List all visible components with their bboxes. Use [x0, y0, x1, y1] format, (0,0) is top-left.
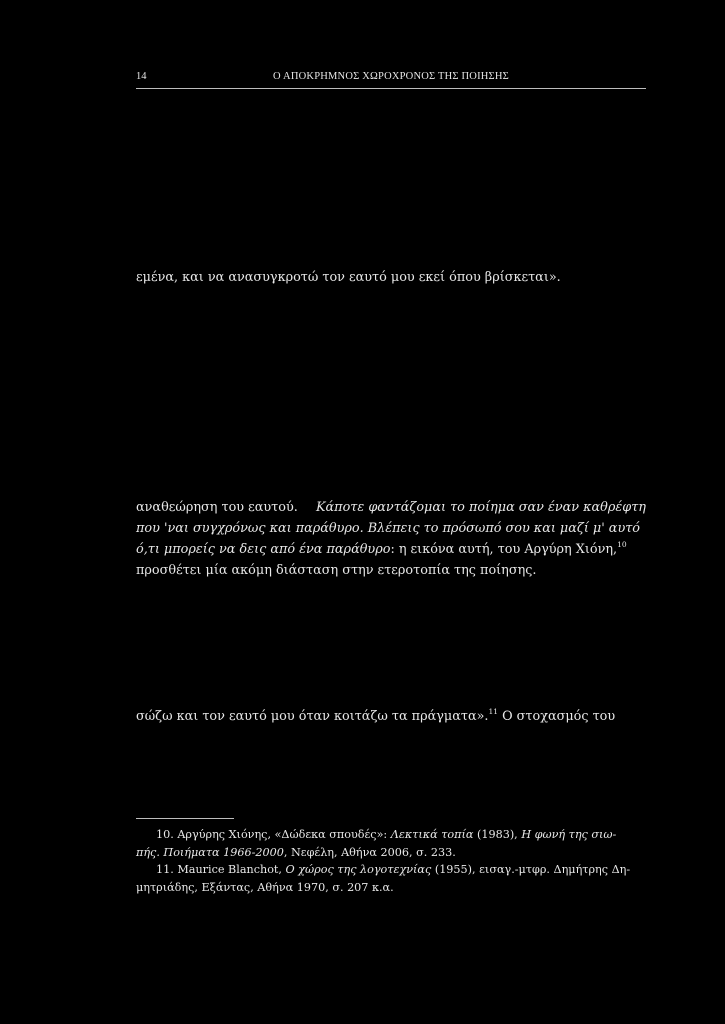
text-line	[136, 477, 646, 498]
text-line	[136, 226, 646, 247]
text-line	[136, 247, 646, 268]
text-line	[136, 790, 646, 811]
text-line	[136, 623, 646, 644]
footnote-11: 11. Maurice Blanchot, Ο χώρος της λογοτεχνίας (1955), εισαγ.-μτφρ. Δημήτρης Δη-	[156, 863, 631, 877]
text-line	[136, 749, 646, 770]
footnote-ref[interactable]: 10	[617, 539, 627, 549]
footnotes	[136, 826, 646, 896]
text-line	[136, 205, 646, 226]
text-line	[136, 728, 646, 749]
footnote-10-cont: πής. Ποιήματα 1966-2000, Νεφέλη, Αθήνα 2006, σ. 233.	[136, 845, 456, 859]
page-header	[136, 64, 646, 89]
page-number: 14	[136, 71, 147, 82]
text-line	[136, 581, 646, 602]
text-line	[136, 686, 646, 707]
poem-quote: Κάποτε φαντάζομαι το ποίημα σαν έναν καθρέφτη	[315, 499, 646, 515]
running-head: Ο ΑΠΟΚΡΗΜΝΟΣ ΧΩΡΟΧΡΟΝΟΣ ΤΗΣ ΠΟΙΗΣΗΣ	[273, 71, 509, 82]
text-line	[136, 770, 646, 791]
text-line: προσθέτει μία ακόμη διάσταση στην ετεροτοπία της ποίησης.	[136, 562, 537, 578]
text-line	[136, 373, 646, 394]
footnote-divider	[136, 818, 234, 819]
text-line	[136, 414, 646, 435]
text-line	[136, 352, 646, 373]
text-line	[136, 331, 646, 352]
body-text	[136, 101, 646, 811]
text-line	[136, 289, 646, 310]
text-line	[136, 519, 646, 540]
text-line	[136, 310, 646, 331]
poem-quote: που 'ναι συγχρόνως και παράθυρο. Βλέπεις το πρόσωπό σου και μαζί μ' αυτό	[136, 520, 641, 536]
footnote-ref[interactable]: 11	[488, 706, 499, 716]
text-line: αναθεώρηση του εαυτού. Κάποτε φαντάζομαι το ποίημα σαν έναν καθρέφτη	[136, 498, 646, 519]
text-line: εμένα, και να ανασυγκροτώ τον εαυτό μου εκεί όπου βρίσκεται».	[136, 270, 561, 286]
footnote-11-cont: μητριάδης, Εξάντας, Αθήνα 1970, σ. 207 κ.α.	[136, 880, 394, 894]
text-line	[136, 435, 646, 456]
text-line	[136, 602, 646, 623]
text-line	[136, 665, 646, 686]
text-line	[136, 393, 646, 414]
footnote-10: 10. Αργύρης Χιόνης, «Δώδεκα σπουδές»: Λεκτικά τοπία (1983), Η φωνή της σιω-	[156, 828, 617, 841]
poem-quote: ό,τι μπορείς να δεις από ένα παράθυρο	[136, 541, 391, 557]
text-line: σώζω και τον εαυτό μου όταν κοιτάζω τα πράγματα».$^{11}$ Ο στοχασμός του	[136, 706, 616, 724]
text-line: ό,τι μπορείς να δεις από ένα παράθυρο: η εικόνα αυτή, του Αργύρη Χιόνη,$^{10}$	[136, 539, 627, 557]
text-line	[136, 644, 646, 665]
text-line	[136, 164, 646, 185]
text-line	[136, 101, 646, 122]
text-line	[136, 122, 646, 143]
text-line	[136, 143, 646, 164]
text-line	[136, 456, 646, 477]
text-line	[136, 185, 646, 206]
